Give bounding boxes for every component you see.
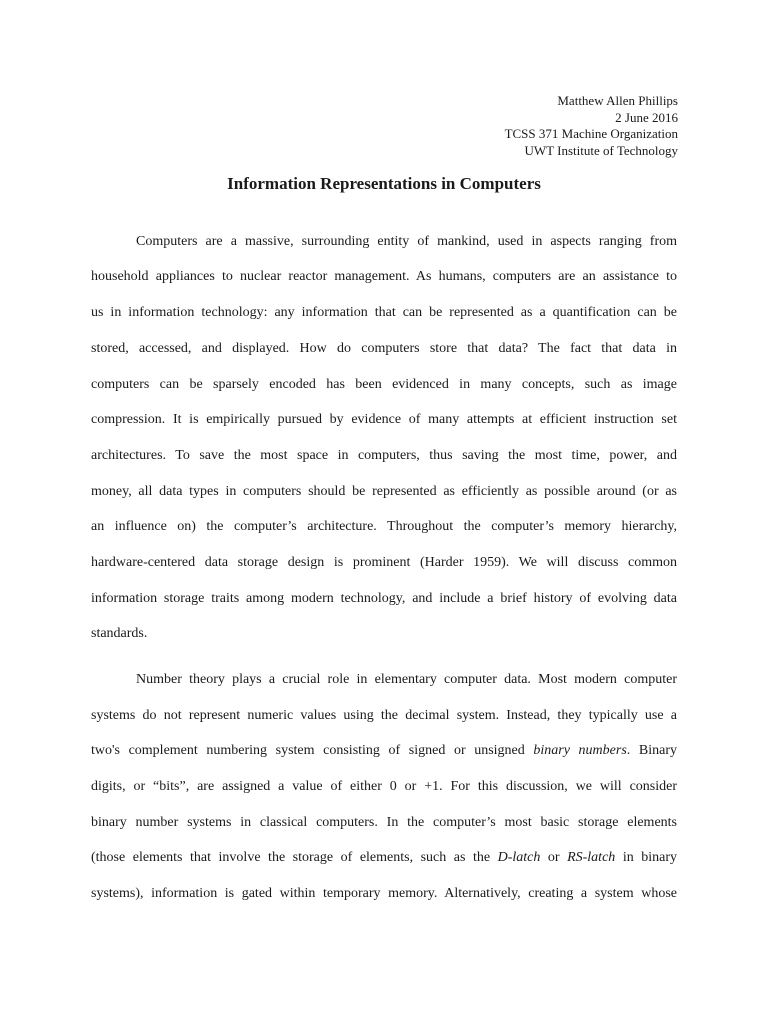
author-name: Matthew Allen Phillips bbox=[557, 93, 678, 108]
paragraph2-text: (those elements that involve the storage of elements, such as the bbox=[91, 850, 498, 865]
paragraph2-text: or bbox=[540, 850, 568, 865]
author-header bbox=[505, 93, 678, 159]
document-title: Information Representations in Computers bbox=[227, 174, 541, 193]
paragraph1-line: architectures. To save the most space in computers, thus saving the most time, power, and bbox=[91, 448, 677, 463]
paragraph1-line: household appliances to nuclear reactor management. As humans, computers are an assistance to bbox=[91, 269, 677, 284]
paragraph2-text: two's complement numbering system consisting of signed or unsigned bbox=[91, 743, 534, 758]
paragraph1-line: computers can be sparsely encoded has been evidenced in many concepts, such as image bbox=[91, 377, 677, 392]
paragraph1-line: information storage traits among modern technology, and include a brief history of evolving data bbox=[91, 591, 677, 606]
paragraph1-line: Computers are a massive, surrounding entity of mankind, used in aspects ranging from bbox=[136, 234, 677, 249]
document-date: 2 June 2016 bbox=[615, 109, 678, 125]
paragraph1-line: standards. bbox=[91, 626, 148, 641]
paragraph1-line: money, all data types in computers should be represented as efficiently as possible around (or as bbox=[91, 484, 677, 499]
emphasized-term: binary numbers bbox=[533, 743, 627, 758]
paragraph2-line: Number theory plays a crucial role in elementary computer data. Most modern computer bbox=[136, 672, 677, 687]
paragraph2-line bbox=[91, 742, 677, 760]
emphasized-term: RS-latch bbox=[567, 850, 616, 865]
paragraph1-line: an influence on) the computer’s architecture. Throughout the computer’s memory hierarchy, bbox=[91, 519, 677, 534]
paragraph2-text: in binary bbox=[615, 850, 677, 865]
paragraph1-line: us in information technology: any information that can be represented as a quantification can be bbox=[91, 305, 677, 320]
paragraph1-line: compression. It is empirically pursued by evidence of many attempts at efficient instruction set bbox=[91, 412, 677, 427]
institution-name: UWT Institute of Technology bbox=[524, 142, 678, 158]
paragraph2-line: systems), information is gated within temporary memory. Alternatively, creating a system whose bbox=[91, 886, 677, 901]
course-name: TCSS 371 Machine Organization bbox=[504, 126, 678, 141]
paragraph2-line: systems do not represent numeric values using the decimal system. Instead, they typically use a bbox=[91, 708, 677, 723]
paragraph2-line: digits, or “bits”, are assigned a value of either 0 or +1. For this discussion, we will consider bbox=[91, 779, 677, 794]
paragraph2-line bbox=[91, 849, 677, 867]
paragraph1-line: stored, accessed, and displayed. How do computers store that data? The fact that data in bbox=[91, 341, 677, 356]
paragraph2-line: binary number systems in classical computers. In the computer’s most basic storage elements bbox=[91, 815, 677, 830]
emphasized-term: D-latch bbox=[497, 850, 541, 865]
paragraph2-text: . Binary bbox=[626, 743, 677, 758]
paragraph1-line: hardware-centered data storage design is prominent (Harder 1959). We will discuss common bbox=[91, 555, 677, 570]
